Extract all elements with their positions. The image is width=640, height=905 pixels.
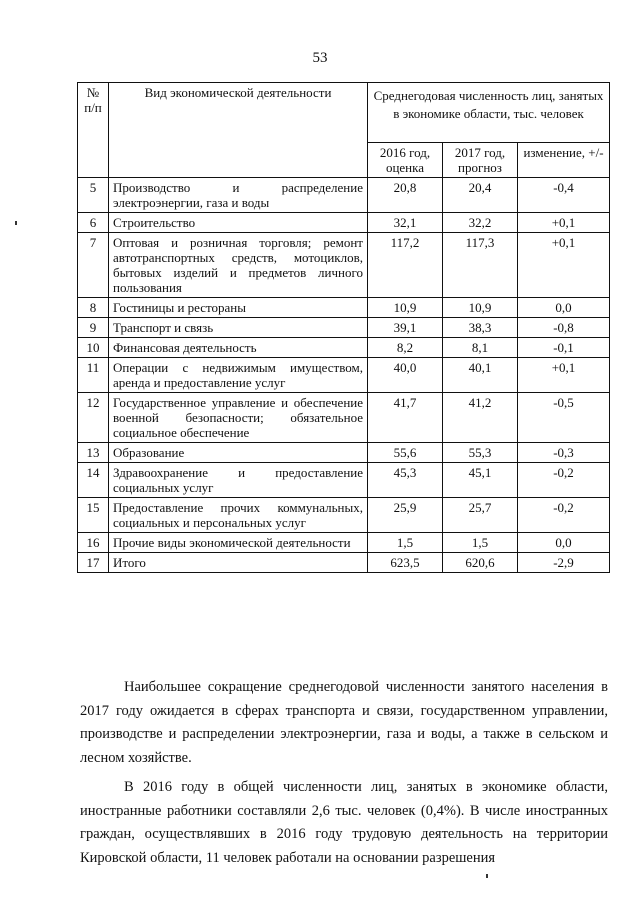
row-num: 8 — [78, 298, 109, 318]
table-row — [78, 358, 610, 393]
row-activity: Оптовая и розничная торговля; ремонт автотранспортных средств, мотоциклов, бытовых изделий и предметов личного пользования — [109, 233, 368, 298]
table-row — [78, 213, 610, 233]
row-value-2017: 55,3 — [443, 443, 518, 463]
row-num: 9 — [78, 318, 109, 338]
scan-mark — [486, 874, 488, 878]
row-activity: Производство и распределение электроэнергии, газа и воды — [109, 178, 368, 213]
row-num: 7 — [78, 233, 109, 298]
row-value-2016: 39,1 — [368, 318, 443, 338]
row-value-2016: 20,8 — [368, 178, 443, 213]
row-activity: Предоставление прочих коммунальных, социальных и персональных услуг — [109, 498, 368, 533]
row-activity: Строительство — [109, 213, 368, 233]
table-body — [78, 178, 610, 573]
row-value-2016: 8,2 — [368, 338, 443, 358]
row-value-2016: 117,2 — [368, 233, 443, 298]
row-value-2016: 1,5 — [368, 533, 443, 553]
row-num: 11 — [78, 358, 109, 393]
row-value-2017: 40,1 — [443, 358, 518, 393]
row-change: -0,2 — [518, 463, 610, 498]
row-value-2016: 25,9 — [368, 498, 443, 533]
row-value-2017: 620,6 — [443, 553, 518, 573]
row-change: +0,1 — [518, 358, 610, 393]
table-row — [78, 553, 610, 573]
row-activity: Транспорт и связь — [109, 318, 368, 338]
row-value-2016: 32,1 — [368, 213, 443, 233]
row-value-2017: 45,1 — [443, 463, 518, 498]
row-value-2017: 20,4 — [443, 178, 518, 213]
header-change: изменение, +/- — [518, 143, 610, 178]
row-activity: Образование — [109, 443, 368, 463]
row-num: 15 — [78, 498, 109, 533]
row-num: 10 — [78, 338, 109, 358]
row-value-2016: 10,9 — [368, 298, 443, 318]
row-activity: Итого — [109, 553, 368, 573]
table-row — [78, 338, 610, 358]
row-activity: Здравоохранение и предоставление социальных услуг — [109, 463, 368, 498]
page-number: 53 — [312, 50, 328, 66]
row-change: -0,5 — [518, 393, 610, 443]
row-value-2017: 10,9 — [443, 298, 518, 318]
row-change: -0,8 — [518, 318, 610, 338]
row-value-2017: 1,5 — [443, 533, 518, 553]
table-header-row — [78, 83, 610, 143]
row-value-2016: 40,0 — [368, 358, 443, 393]
row-activity: Гостиницы и рестораны — [109, 298, 368, 318]
row-value-2017: 32,2 — [443, 213, 518, 233]
paragraph-reduction: Наибольшее сокращение среднегодовой численности занятого населения в 2017 году ожидается в сферах транспорта и связи, государственном управлении, производстве и распределении электроэнергии, газа и воды, а также в сельском и лесном хозяйстве. — [80, 679, 608, 766]
row-num: 17 — [78, 553, 109, 573]
table-row — [78, 393, 610, 443]
row-value-2017: 41,2 — [443, 393, 518, 443]
table-row — [78, 298, 610, 318]
scan-mark — [15, 221, 17, 225]
row-num: 16 — [78, 533, 109, 553]
row-value-2017: 38,3 — [443, 318, 518, 338]
employment-table — [77, 82, 610, 573]
row-value-2016: 623,5 — [368, 553, 443, 573]
row-change: -0,1 — [518, 338, 610, 358]
row-change: 0,0 — [518, 533, 610, 553]
row-num: 14 — [78, 463, 109, 498]
header-activity: Вид экономической деятельности — [109, 83, 368, 178]
row-change: +0,1 — [518, 233, 610, 298]
row-num: 12 — [78, 393, 109, 443]
table-header — [78, 83, 610, 178]
table-row — [78, 233, 610, 298]
row-activity: Государственное управление и обеспечение военной безопасности; обязательное социальное обеспечение — [109, 393, 368, 443]
header-group: Среднегодовая численность лиц, занятых в экономике области, тыс. человек — [368, 83, 610, 143]
row-change: -2,9 — [518, 553, 610, 573]
paragraph-foreign-workers: В 2016 году в общей численности лиц, занятых в экономике области, иностранные работники составляли 2,6 тыс. человек (0,4%). В числе иностранных граждан, осуществлявших в 2016 году трудовую деятельность на территории Кировской области, 11 человек работали на основании разрешения — [80, 779, 608, 866]
row-value-2017: 8,1 — [443, 338, 518, 358]
table-row — [78, 318, 610, 338]
header-2017: 2017 год, прогноз — [443, 143, 518, 178]
row-num: 13 — [78, 443, 109, 463]
table-row — [78, 443, 610, 463]
table-row — [78, 498, 610, 533]
row-change: 0,0 — [518, 298, 610, 318]
table-row — [78, 463, 610, 498]
row-change: -0,2 — [518, 498, 610, 533]
row-activity: Операции с недвижимым имуществом, аренда и предоставление услуг — [109, 358, 368, 393]
header-2016: 2016 год, оценка — [368, 143, 443, 178]
row-value-2016: 41,7 — [368, 393, 443, 443]
row-activity: Финансовая деятельность — [109, 338, 368, 358]
row-num: 6 — [78, 213, 109, 233]
table-row — [78, 178, 610, 213]
row-change: +0,1 — [518, 213, 610, 233]
row-num: 5 — [78, 178, 109, 213]
header-num: № п/п — [78, 83, 109, 178]
row-activity: Прочие виды экономической деятельности — [109, 533, 368, 553]
row-change: -0,4 — [518, 178, 610, 213]
row-value-2017: 117,3 — [443, 233, 518, 298]
row-value-2017: 25,7 — [443, 498, 518, 533]
table-row — [78, 533, 610, 553]
row-value-2016: 45,3 — [368, 463, 443, 498]
row-change: -0,3 — [518, 443, 610, 463]
row-value-2016: 55,6 — [368, 443, 443, 463]
